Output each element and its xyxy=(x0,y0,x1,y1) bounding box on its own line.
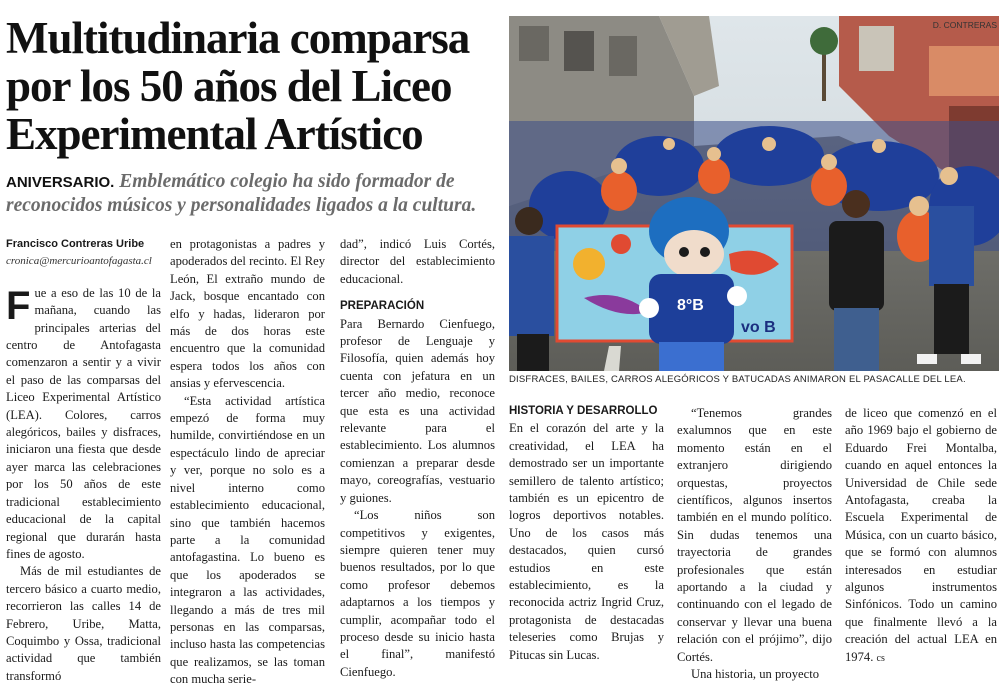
paragraph-text: de liceo que comenzó en el año 1969 bajo el gobierno de Eduardo Frei Montalba, cuando en aquel entonces la Universidad de Chile sede Antofagasta, creaba la Escuela Experimental de Música, con un cuarto básico, que se formó con alumnos interesados en estudiar algunos instrumentos Sinfónicos. Todo un camino que finalmente llevó a la creación del actual LEA en 1974. xyxy=(845,406,997,664)
banner-text: vo B xyxy=(741,319,776,336)
paragraph: “Esta actividad artística empezó de forma muy humilde, convirtiéndose en un espectáculo lindo de apreciar y ver, porque no solo es a nivel interno como establecimiento educacional, sino que también hacemos parte a la comunidad antofagastina. Lo bueno es que los apoderados se integraron a las actividades, llegando a más de tres mil personas en las comparsas, incluso hasta las competencias que realizamos, se las toman con mucha serie- xyxy=(170,393,325,687)
article-column-5 xyxy=(677,405,832,684)
subheading: PREPARACIÓN xyxy=(340,300,425,313)
dek xyxy=(6,170,501,217)
paragraph: Para Bernardo Cienfuego, profesor de Lenguaje y Filosofía, quien además hoy cuenta con jefatura en un tercer año medio, reconoce que esta es una actividad relevante para el establecimiento. Los alumnos comienzan a preparar desde mayo, coreografías, vestuario y guiones. xyxy=(340,316,495,505)
article-column-3 xyxy=(340,236,495,681)
paragraph: En el corazón del arte y la creatividad, el LEA ha demostrado ser un importante semillero de talento artístico; también es un epicentro de logros deportivos notables. Uno de los casos más destacados, quien cursó estudios en este establecimiento, es la reconocida actriz Ingrid Cruz, protagonista de destacadas teleseries como Brujas y Pitucas sin Lucas. xyxy=(509,421,664,662)
parade-photo xyxy=(509,16,999,371)
drop-cap: F xyxy=(6,283,31,328)
paragraph: “Tenemos grandes exalumnos que en este momento están en el extranjero dirigiendo orquestas, proyectos científicos, algunos insertos también en el mundo político. Sin dudas tenemos una trayectoria de grandes profesionales que están aportando a la ciudad y continuando con el legado de conservar y llevar una buena relación con el prójimo”, dijo Cortés. xyxy=(677,406,832,664)
headline: Multitudinaria comparsa por los 50 años del Liceo Experimental Artístico xyxy=(6,13,470,159)
paragraph: Más de mil estudiantes de tercero básico a cuarto medio, recorrieron las calles 14 de Febrero, Uribe, Matta, Coquimbo y Ossa, tradicional actividad que también transformó xyxy=(6,564,161,683)
parade-photo-illustration xyxy=(509,16,999,371)
paragraph: dad”, indicó Luis Cortés, director del establecimiento educacional. xyxy=(340,237,495,286)
photo-credit: D. CONTRERAS xyxy=(932,20,997,30)
paragraph-text: ue a eso de las 10 de la mañana, cuando las principales arterias del centro de Antofagasta comenzaron a sentir y a vivir el paso de las comparsas del Liceo Experimental Artístico (LEA). Colores, carros alegóricos, bailes y disfraces, iniciaron una fiesta que desde ayer marca las celebraciones por los 50 años de este tradicional establecimiento educacional de la capital regional que durarán hasta fines de agosto. xyxy=(6,285,161,561)
article-column-4 xyxy=(509,403,664,664)
end-mark: cs xyxy=(876,652,885,664)
subheading: HISTORIA Y DESARROLLO xyxy=(509,405,658,417)
article-column-2 xyxy=(170,236,325,689)
paragraph xyxy=(6,285,161,564)
paragraph: Una historia, un proyecto xyxy=(691,667,820,682)
mascot-shirt-text: 8°B xyxy=(677,297,704,314)
paragraph: en protagonistas a padres y apoderados del recinto. El Rey León, El extraño mundo de Jack, bosque encantado con elfo y hadas, lideraron por más de dos horas este encuentro que la comunidad espera todos los años con ansias y efervescencia. xyxy=(170,237,325,391)
author-name: Francisco Contreras Uribe xyxy=(6,238,145,250)
dek-kicker: ANIVERSARIO. xyxy=(6,174,115,191)
author-email: cronica@mercurioantofagasta.cl xyxy=(6,255,152,268)
photo-caption: DISFRACES, BAILES, CARROS ALEGÓRICOS Y BATUCADAS ANIMARON EL PASACALLE DEL LEA. xyxy=(509,374,966,385)
paragraph: “Los niños son competitivos y exigentes, siempre quieren tener muy buenos resultados, por lo que como profesor debemos adaptarnos a los tiempos y cumplir, acompañar todo el proceso desde su inicio hasta el final”, manifestó Cienfuego. xyxy=(340,508,495,679)
paragraph xyxy=(845,405,997,667)
article-column-6 xyxy=(845,405,997,667)
dek-text: Emblemático colegio ha sido formador de reconocidos músicos y personalidades ligados a la cultura. xyxy=(6,171,477,216)
